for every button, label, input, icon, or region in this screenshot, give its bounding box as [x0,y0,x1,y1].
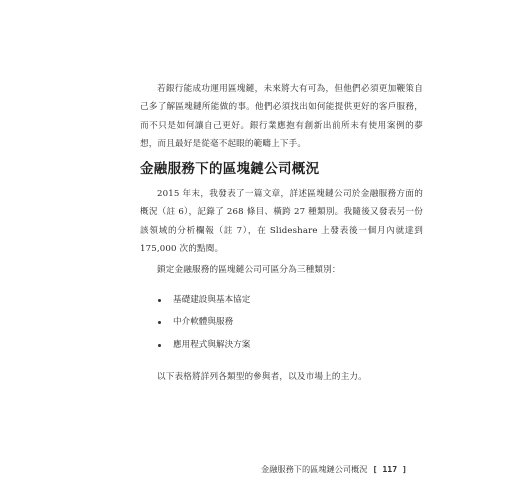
list-item-label: 應用程式與解決方案 [173,339,251,350]
intro-paragraph: 若銀行能成功運用區塊鏈，未來將大有可為，但他們必須更加鞭策自己多了解區塊鏈所能做的事。他們必須找出如何能提供更好的客戶服務，而不只是如何讓自己更好。銀行業應抱有創新出前所未有使用案例的夢想，而且最好是從毫不起眼的範疇上下手。 [140,84,423,149]
list-item [140,289,423,311]
section-heading: 金融服務下的區塊鏈公司概況 [140,161,320,177]
list-item [140,334,423,356]
overview-paragraph: 2015 年末，我發表了一篇文章，詳述區塊鏈公司於金融服務方面的概況（註 6），記錄了 268 條目、橫跨 27 種類別。我隨後又發表另一份該領域的分析欄報（註 7），在 Slideshare 上發表後一個月內就達到 175,000 次的點閱。 [140,189,423,254]
table-intro-paragraph: 以下表格將詳列各類型的參與者，以及市場上的主力。 [157,372,367,382]
bullet-icon [158,321,161,324]
page-number: [ 117 ] [372,464,407,474]
list-item-label: 基礎建設與基本協定 [173,295,251,305]
list-item [140,311,423,333]
bullet-icon [158,344,161,347]
list-item-label: 中介軟體與服務 [173,317,234,328]
category-list [140,289,423,356]
categories-intro-paragraph: 鎖定金融服務的區塊鏈公司可區分為三種類別： [157,265,341,275]
page-footer [261,464,407,475]
running-title: 金融服務下的區塊鏈公司概況 [261,464,368,474]
bullet-icon [158,299,161,302]
